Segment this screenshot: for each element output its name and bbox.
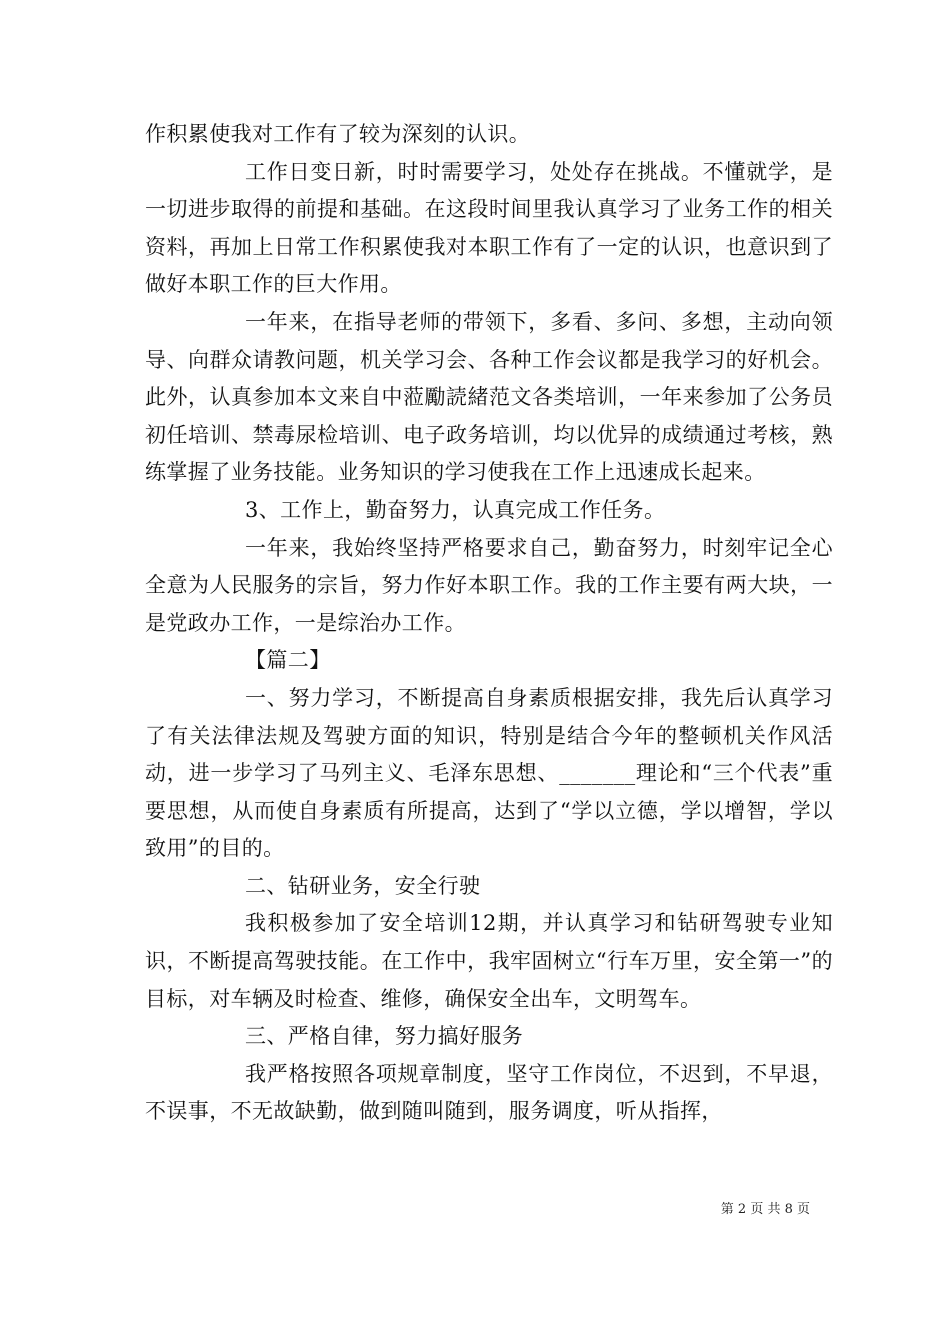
paragraph-5: 一年来，我始终坚持严格要求自己，勤奋努力，时刻牢记全心全意为人民服务的宗旨，努力作好本职工作。我的工作主要有两大块，一是党政办工作，一是综治办工作。 [145, 535, 833, 635]
part-two-heading: 【篇二】 [245, 648, 331, 673]
paragraph-11: 我严格按照各项规章制度，坚守工作岗位，不迟到，不早退，不误事，不无故缺勤，做到随叫随到，服务调度，听从指挥， [145, 1061, 833, 1124]
document-body [145, 116, 833, 1131]
section-heading-3: 3、工作上，勤奋努力，认真完成工作任务。 [245, 497, 666, 522]
section-heading-3b: 三、严格自律，努力搞好服务 [245, 1024, 524, 1049]
paragraph-3: 一年来，在指导老师的带领下，多看、多问、多想，主动向领导、向群众请教问题，机关学习会、各种工作会议都是我学习的好机会。此外，认真参加本文来自中蒞勵読緒范文各类培训，一年来参加了公务员初任培训、禁毒尿检培训、电子政务培训，均以优异的成绩通过考核，熟练掌握了业务技能。业务知识的学习使我在工作上迅速成长起来。 [145, 309, 833, 485]
section-heading-2: 二、钻研业务，安全行驶 [245, 873, 481, 898]
paragraph-9: 我积极参加了安全培训12期，并认真学习和钻研驾驶专业知识，不断提高驾驶技能。在工作中，我牢固树立“行车万里，安全第一”的目标，对车辆及时检查、维修，确保安全出车，文明驾车。 [145, 911, 833, 1011]
page-number-footer: 第 2 页 共 8 页 [720, 1202, 810, 1217]
paragraph-2: 工作日变日新，时时需要学习，处处存在挑战。不懂就学，是一切进步取得的前提和基础。在这段时间里我认真学习了业务工作的相关资料，再加上日常工作积累使我对本职工作有了一定的认识，也意识到了做好本职工作的巨大作用。 [145, 159, 833, 297]
paragraph-7: 一、努力学习，不断提高自身素质根据安排，我先后认真学习了有关法律法规及驾驶方面的知识，特别是结合今年的整顿机关作风活动，进一步学习了马列主义、毛泽东思想、_______理论和“三个代表”重要思想，从而使自身素质有所提高，达到了“学以立德，学以增智，学以致用”的目的。 [145, 685, 833, 861]
paragraph-1: 作积累使我对工作有了较为深刻的认识。 [145, 122, 531, 146]
